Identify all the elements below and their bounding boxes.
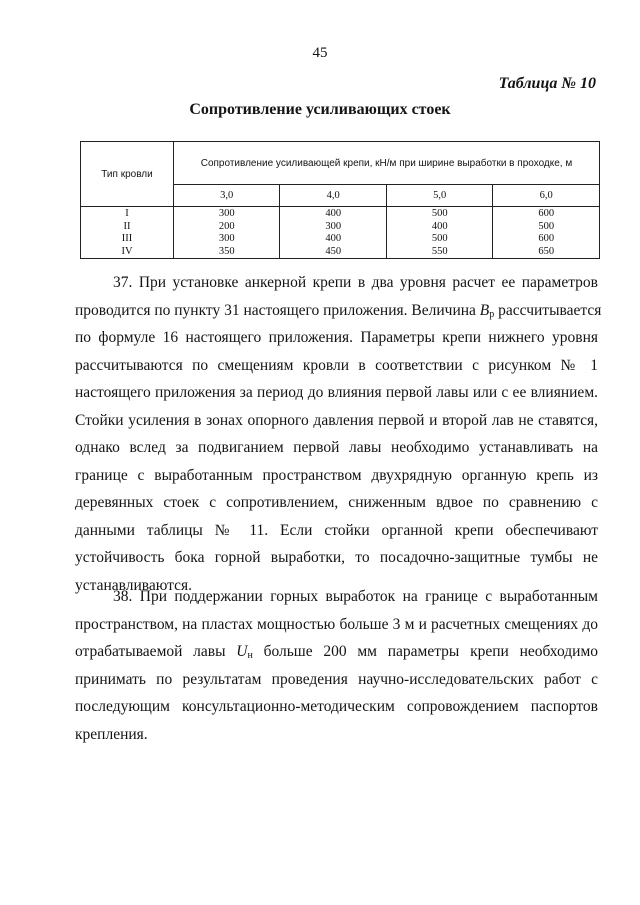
value-cell: 300	[174, 233, 280, 246]
text-line: настоящего приложения за период до влияния первой лавы или с ее влиянием.	[75, 384, 598, 401]
text-line: пространством, на пластах мощностью больше 3 м и расчетных смещениях до	[75, 615, 598, 633]
value-cell: 500	[493, 221, 600, 234]
column-header: 3,0	[174, 185, 280, 207]
text-line: устанавливаются.	[75, 576, 193, 594]
text-line: границе с выработанным пространством двухрядную органную крепь из	[75, 466, 598, 484]
text-line: 37. При установке анкерной крепи в два уровня расчет ее параметров	[113, 274, 598, 291]
text-line: последующим консультационно-методическим сопровождением паспортов	[75, 698, 598, 715]
variable: U	[236, 643, 248, 660]
text-line: по формуле 16 настоящего приложения. Параметры крепи нижнего уровня	[75, 329, 598, 346]
table-label: Таблица № 10	[498, 75, 596, 92]
roof-type-cell: I	[81, 207, 174, 221]
text-line: устойчивость бока горной выработки, то посадочно-защитные тумбы не	[75, 549, 598, 566]
table-row	[81, 246, 600, 259]
value-cell: 200	[174, 221, 280, 234]
table-row	[81, 221, 600, 234]
table-row	[81, 207, 600, 221]
text-line	[75, 297, 602, 325]
text-line: принимать по результатам проведения научно-исследовательских работ с	[75, 670, 598, 688]
variable: B	[479, 301, 490, 319]
text-fragment: отрабатываемой лавы	[75, 643, 237, 660]
value-cell: 400	[280, 207, 386, 221]
value-cell: 300	[280, 221, 386, 234]
roof-type-cell: III	[81, 233, 174, 246]
text-line: однако вслед за подвиганием первой лавы необходимо устанавливать на	[75, 439, 598, 456]
text-fragment: больше 200 мм параметры крепи необходимо	[252, 643, 599, 660]
paragraph-38	[75, 583, 598, 748]
text-line: рассчитываются по смещениям кровли в соответствии с рисунком № 1	[75, 356, 598, 374]
text-fragment: рассчитывается	[494, 301, 602, 319]
text-line: данными таблицы № 11. Если стойки органной крепи обеспечивают	[75, 521, 598, 539]
text-line	[75, 638, 598, 666]
table-row	[81, 233, 600, 246]
text-line: деревянных стоек с сопротивлением, сниженным вдвое по сравнению с	[75, 494, 598, 511]
value-cell: 400	[386, 221, 492, 234]
roof-type-cell: IV	[81, 246, 174, 259]
page-number: 45	[312, 45, 328, 61]
text-line: Стойки усиления в зонах опорного давления первой и второй лав не ставятся,	[75, 411, 598, 429]
value-cell: 500	[386, 233, 492, 246]
value-cell: 400	[280, 233, 386, 246]
value-cell: 350	[174, 246, 280, 259]
text-fragment: проводится по пункту 31 настоящего приложения. Величина	[75, 301, 480, 319]
value-cell: 650	[493, 246, 600, 259]
text-line: крепления.	[75, 725, 148, 743]
column-header: 5,0	[386, 185, 492, 207]
value-cell: 600	[493, 233, 600, 246]
value-cell: 300	[174, 207, 280, 221]
group-header-resistance: Сопротивление усиливающей крепи, кН/м при ширине выработки в проходке, м	[174, 142, 600, 185]
text-line: 38. При поддержании горных выработок на границе с выработанным	[113, 588, 598, 605]
roof-type-cell: II	[81, 221, 174, 234]
resistance-table	[80, 141, 600, 259]
variable-subscript: н	[247, 650, 253, 661]
value-cell: 600	[493, 207, 600, 221]
value-cell: 500	[386, 207, 492, 221]
paragraph-37	[75, 269, 602, 599]
variable-subscript: р	[489, 308, 495, 320]
column-header: 6,0	[493, 185, 600, 207]
value-cell: 450	[280, 246, 386, 259]
column-header: 4,0	[280, 185, 386, 207]
table-title: Сопротивление усиливающих стоек	[189, 101, 451, 118]
value-cell: 550	[386, 246, 492, 259]
row-header-roof-type: Тип кровли	[81, 142, 174, 207]
